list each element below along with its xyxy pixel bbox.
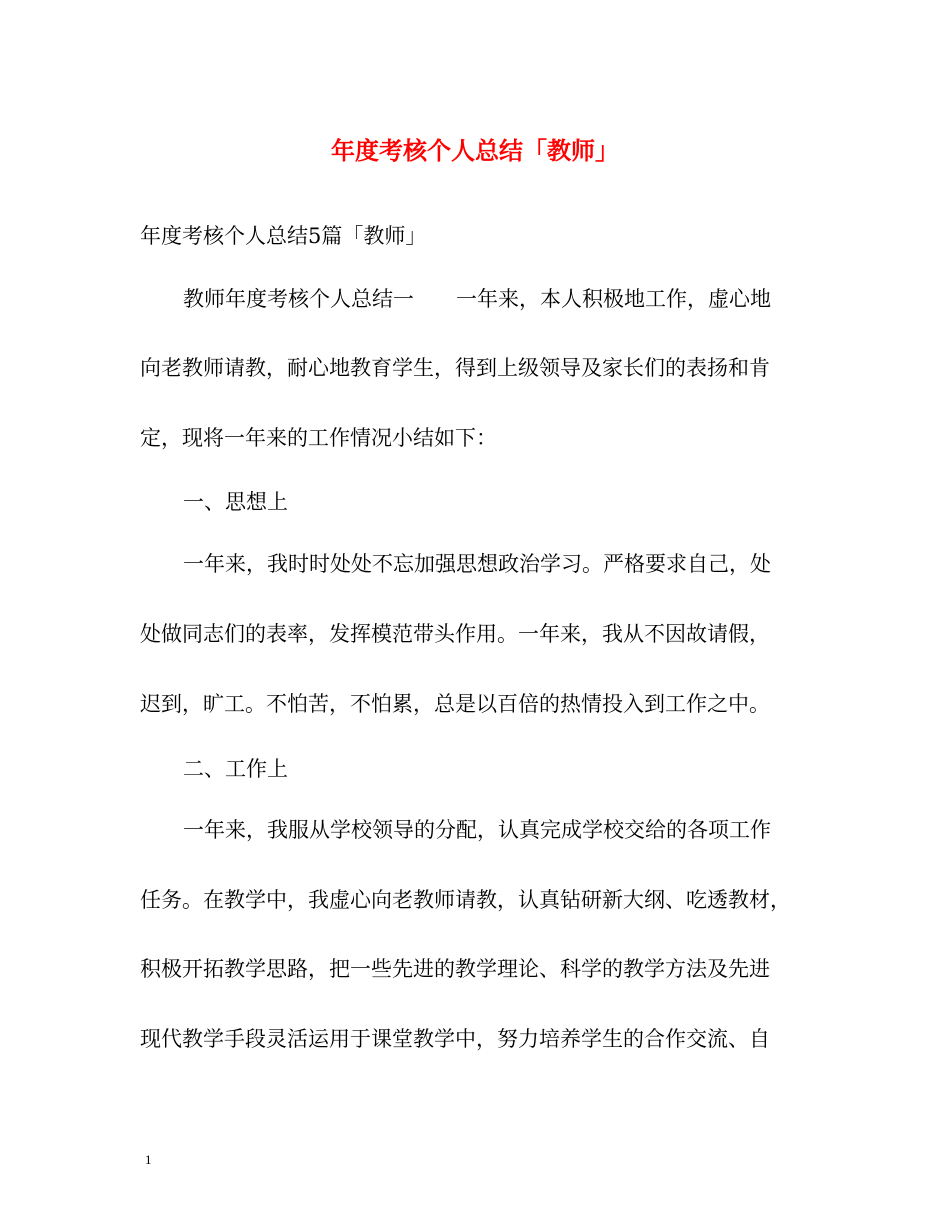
paragraph-line: 现代教学手段灵活运用于课堂教学中，努力培养学生的合作交流、自 bbox=[140, 1027, 770, 1051]
paragraph-line: 迟到，旷工。不怕苦，不怕累，总是以百倍的热情投入到工作之中。 bbox=[140, 692, 770, 716]
paragraph-line: 定，现将一年来的工作情况小结如下： bbox=[140, 426, 497, 450]
section-heading: 二、工作上 bbox=[183, 757, 288, 781]
paragraph-line: 一年来，我时时处处不忘加强思想政治学习。严格要求自己，处 bbox=[183, 552, 771, 576]
paragraph-line: 一年来，我服从学校领导的分配，认真完成学校交给的各项工作 bbox=[183, 818, 771, 842]
paragraph-line: 任务。在教学中，我虚心向老教师请教，认真钻研新大纲、吃透教材， bbox=[140, 888, 791, 912]
document-subtitle: 年度考核个人总结5篇「教师」 bbox=[140, 224, 427, 248]
paragraph-line: 教师年度考核个人总结一 一年来，本人积极地工作，虚心地 bbox=[183, 287, 771, 311]
section-heading: 一、思想上 bbox=[183, 490, 288, 514]
paragraph-line: 处做同志们的表率，发挥模范带头作用。一年来，我从不因故请假， bbox=[140, 622, 770, 646]
page-number: 1 bbox=[145, 1152, 152, 1167]
paragraph-line: 积极开拓教学思路，把一些先进的教学理论、科学的教学方法及先进 bbox=[140, 957, 770, 981]
document-title: 年度考核个人总结「教师」 bbox=[331, 136, 619, 165]
paragraph-line: 向老教师请教，耐心地教育学生，得到上级领导及家长们的表扬和肯 bbox=[140, 356, 770, 380]
